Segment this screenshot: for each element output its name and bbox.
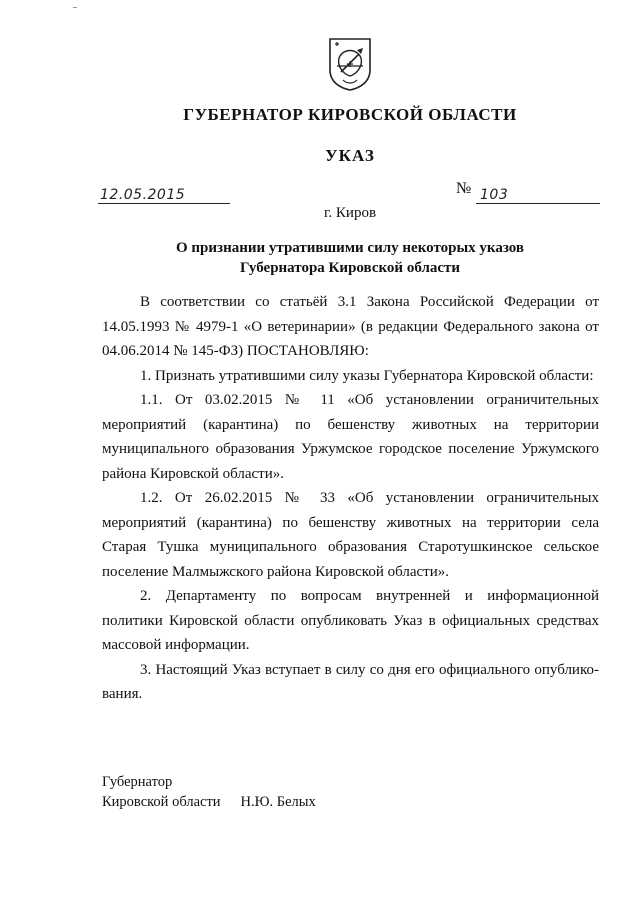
- date-field: [98, 183, 230, 204]
- signature-block: [102, 772, 316, 812]
- city: г. Киров: [323, 205, 377, 221]
- signer-name: Н.Ю. Белых: [240, 794, 316, 810]
- document-body: [102, 290, 599, 707]
- paragraph-preamble: В соответствии со статьёй 3.1 Закона Российской Федерации от 14.05.1993 № 4979-1 «О ветеринарии» (в редакции Федерального закона от 04.06.2014 № 145-ФЗ) ПОСТАНОВЛЯЮ:: [102, 294, 599, 359]
- paragraph-item-3: 3. Настоящий Указ вступает в силу со дня его официального опубликования.: [102, 661, 599, 702]
- signer-position-line-2: Кировской области: [102, 794, 221, 810]
- paragraph-item-2: 2. Департаменту по вопросам внутренней и информационной политики Кировской области опубликовать Указ в официальных средствах массовой информации.: [102, 588, 599, 653]
- document-type: УКАЗ: [325, 146, 375, 165]
- paragraph-item-1: 1. Признать утратившими силу указы Губернатора Кировской области:: [140, 367, 594, 384]
- kirov-coat-of-arms-icon: [327, 36, 373, 92]
- scan-artifact: [73, 7, 77, 11]
- document-title-line-1: О признании утратившими силу некоторых указов: [176, 240, 524, 256]
- document-title: [0, 238, 640, 278]
- date-value: 12.05.2015: [100, 187, 186, 203]
- paragraph-item-1-2: 1.2. От 26.02.2015 № 33 «Об установлении ограничительных мероприятий (карантина) по бешенству животных на территории села Старая Тушка муниципального образования Старотушкинское сельское поселение Малмыжского района Кировской области».: [102, 490, 599, 580]
- issuing-authority: ГУБЕРНАТОР КИРОВСКОЙ ОБЛАСТИ: [183, 105, 517, 124]
- number-label: №: [456, 180, 472, 197]
- number-value: 103: [480, 187, 509, 203]
- document-title-line-2: Губернатора Кировской области: [239, 260, 461, 276]
- signature-row: [102, 792, 316, 812]
- paragraph-item-1-1: 1.1. От 03.02.2015 № 11 «Об установлении ограничительных мероприятий (карантина) по бешенству животных на территории муниципального образования Уржумское городское поселение Уржумского района Кировской области».: [102, 392, 599, 482]
- signer-position-line-1: Губернатор: [102, 774, 173, 790]
- number-field: [476, 183, 600, 204]
